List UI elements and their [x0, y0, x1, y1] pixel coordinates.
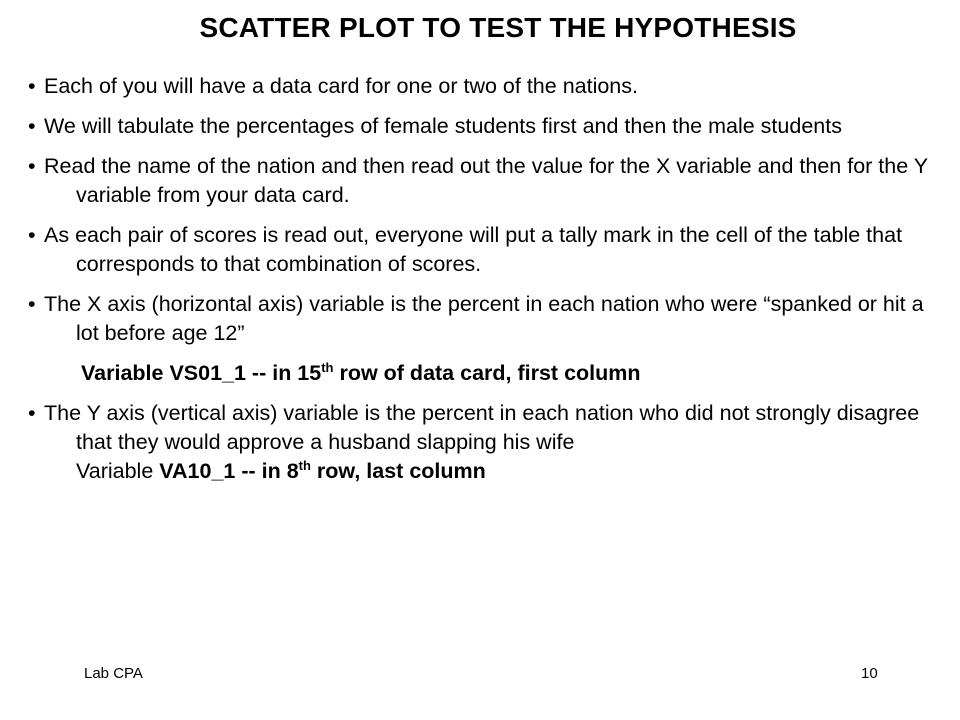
bullet-dot: •	[28, 292, 36, 316]
bullet-read-nation	[28, 152, 928, 210]
bullet-dot: •	[28, 114, 36, 138]
footer-label: Lab CPA	[84, 665, 143, 682]
slide-title: SCATTER PLOT TO TEST THE HYPOTHESIS	[199, 12, 797, 43]
bullet-text: We will tabulate the percentages of female students first and then the male students	[44, 114, 842, 138]
bullet-text: Read the name of the nation and then read out the value for the X variable and then for the Y variable from your data card.	[44, 154, 928, 207]
bullet-dot: •	[28, 74, 36, 98]
bullet-x-axis	[28, 290, 928, 348]
y-variable-line	[76, 457, 928, 486]
y-variable-suffix: row, last column	[310, 459, 486, 483]
bullet-tally	[28, 221, 928, 279]
x-variable-suffix: row of data card, first column	[333, 361, 641, 385]
page-number: 10	[861, 665, 878, 682]
bullet-tabulate	[28, 112, 928, 141]
bullet-y-axis	[28, 399, 928, 486]
bullet-data-card	[28, 72, 928, 101]
x-variable-line	[28, 359, 928, 388]
bullet-dot: •	[28, 154, 36, 178]
y-variable-code-text: VA10_1 -- in 8	[159, 459, 299, 483]
bullet-dot: •	[28, 401, 36, 425]
bullet-text: The X axis (horizontal axis) variable is the percent in each nation who were “spanked or hit a lot before age 12”	[44, 292, 924, 345]
y-variable-sup: th	[298, 457, 311, 473]
bullet-dot: •	[28, 223, 36, 247]
bullet-text: As each pair of scores is read out, everyone will put a tally mark in the cell of the table that corresponds to that combination of scores.	[44, 223, 903, 276]
bullet-text: Each of you will have a data card for one or two of the nations.	[44, 74, 638, 98]
x-variable-sup: th	[321, 359, 334, 375]
y-variable-label: Variable	[76, 459, 160, 483]
bullet-text: The Y axis (vertical axis) variable is the percent in each nation who did not strongly disagree that they would approve a husband slapping his wife	[44, 401, 920, 454]
slide-body	[28, 72, 928, 497]
x-variable-prefix: Variable VS01_1 -- in 15	[81, 361, 322, 385]
y-variable-code	[159, 459, 486, 483]
